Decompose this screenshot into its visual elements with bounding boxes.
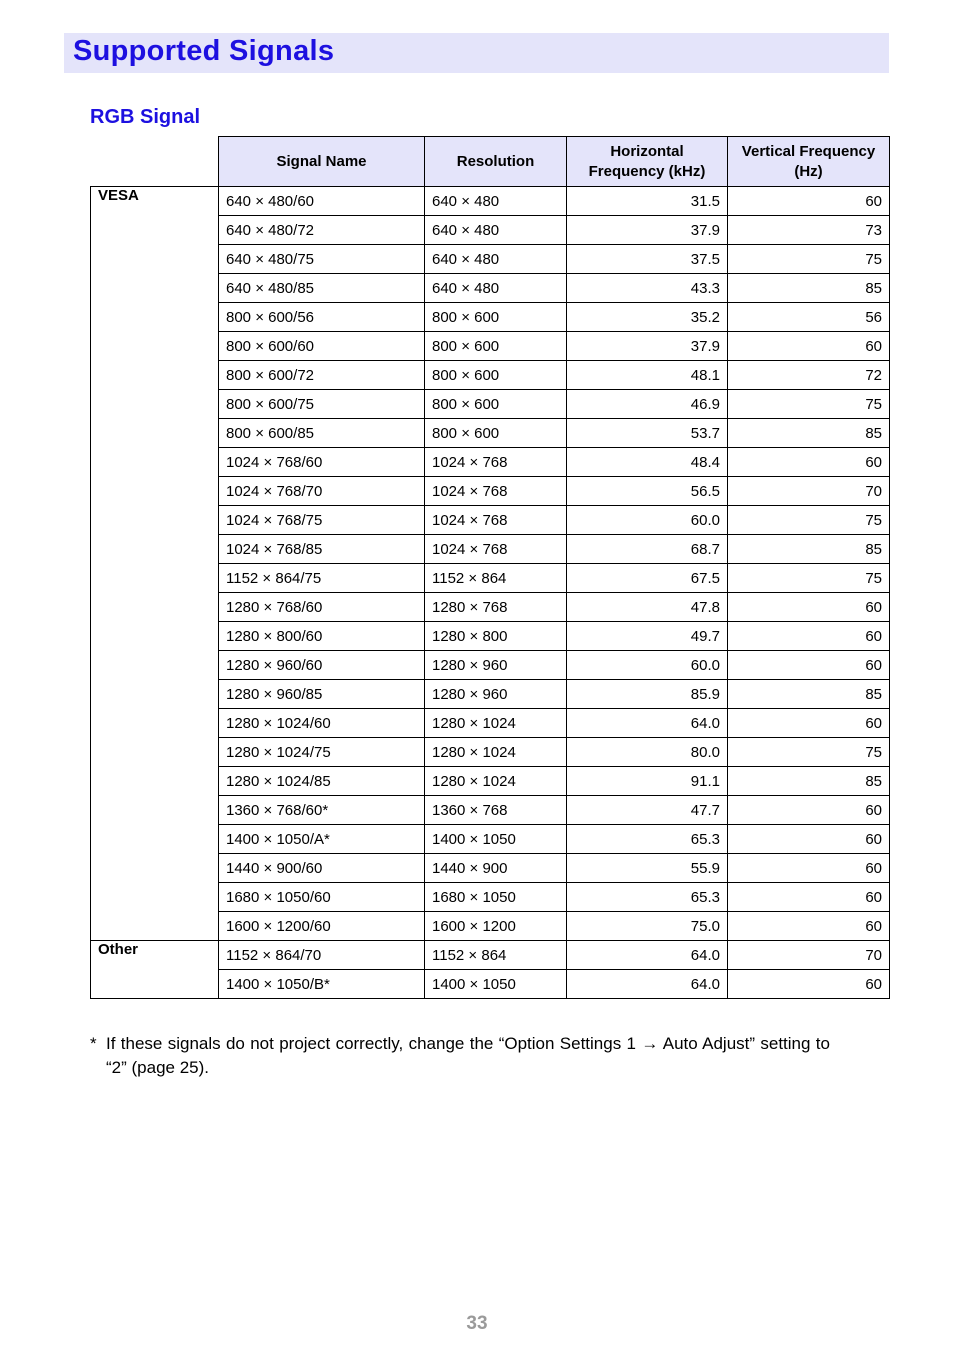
signal-name-cell: 1280 × 800/60 [219, 622, 425, 651]
vertical-frequency-cell: 60 [728, 796, 890, 825]
group-label: Other [91, 941, 219, 999]
table-header-row [91, 137, 890, 187]
horizontal-frequency-cell: 68.7 [567, 535, 728, 564]
vertical-frequency-cell: 85 [728, 767, 890, 796]
vertical-frequency-cell: 75 [728, 564, 890, 593]
signal-name-cell: 800 × 600/85 [219, 419, 425, 448]
horizontal-frequency-cell: 64.0 [567, 970, 728, 999]
resolution-cell: 800 × 600 [425, 303, 567, 332]
vertical-frequency-cell: 56 [728, 303, 890, 332]
horizontal-frequency-cell: 48.4 [567, 448, 728, 477]
signal-name-cell: 640 × 480/75 [219, 245, 425, 274]
footnote [90, 1032, 830, 1080]
vertical-frequency-cell: 60 [728, 332, 890, 361]
vertical-frequency-cell: 75 [728, 738, 890, 767]
page-number: 33 [466, 1313, 488, 1334]
resolution-cell: 1280 × 960 [425, 651, 567, 680]
horizontal-frequency-cell: 85.9 [567, 680, 728, 709]
vertical-frequency-cell: 75 [728, 390, 890, 419]
signal-name-cell: 1024 × 768/85 [219, 535, 425, 564]
vertical-frequency-cell: 75 [728, 245, 890, 274]
resolution-cell: 800 × 600 [425, 332, 567, 361]
signals-table [90, 136, 890, 999]
vertical-frequency-cell: 60 [728, 825, 890, 854]
resolution-cell: 1024 × 768 [425, 448, 567, 477]
vertical-frequency-cell: 60 [728, 883, 890, 912]
signal-name-cell: 1152 × 864/75 [219, 564, 425, 593]
resolution-cell: 1400 × 1050 [425, 970, 567, 999]
horizontal-frequency-cell: 37.9 [567, 216, 728, 245]
signal-name-cell: 1024 × 768/75 [219, 506, 425, 535]
table-body [91, 187, 890, 999]
horizontal-frequency-cell: 64.0 [567, 941, 728, 970]
horizontal-frequency-cell: 67.5 [567, 564, 728, 593]
vertical-frequency-cell: 70 [728, 477, 890, 506]
signal-name-cell: 1360 × 768/60* [219, 796, 425, 825]
resolution-cell: 1152 × 864 [425, 564, 567, 593]
horizontal-frequency-cell: 31.5 [567, 187, 728, 216]
resolution-cell: 1280 × 1024 [425, 738, 567, 767]
horizontal-frequency-cell: 47.7 [567, 796, 728, 825]
resolution-cell: 1280 × 800 [425, 622, 567, 651]
horizontal-frequency-cell: 60.0 [567, 506, 728, 535]
table-row [91, 187, 890, 216]
horizontal-frequency-cell: 53.7 [567, 419, 728, 448]
resolution-cell: 1360 × 768 [425, 796, 567, 825]
signal-name-cell: 640 × 480/85 [219, 274, 425, 303]
horizontal-frequency-cell: 91.1 [567, 767, 728, 796]
signal-name-cell: 640 × 480/60 [219, 187, 425, 216]
signal-name-cell: 1280 × 960/85 [219, 680, 425, 709]
horizontal-frequency-cell: 49.7 [567, 622, 728, 651]
horizontal-frequency-cell: 60.0 [567, 651, 728, 680]
horizontal-frequency-cell: 46.9 [567, 390, 728, 419]
horizontal-frequency-cell: 48.1 [567, 361, 728, 390]
vertical-frequency-cell: 85 [728, 680, 890, 709]
page-title: Supported Signals [73, 35, 335, 67]
vertical-frequency-cell: 60 [728, 854, 890, 883]
resolution-cell: 1400 × 1050 [425, 825, 567, 854]
vertical-frequency-cell: 75 [728, 506, 890, 535]
signal-name-cell: 1440 × 900/60 [219, 854, 425, 883]
horizontal-frequency-cell: 65.3 [567, 825, 728, 854]
resolution-cell: 800 × 600 [425, 361, 567, 390]
signal-name-cell: 1024 × 768/70 [219, 477, 425, 506]
footnote-marker: * [90, 1034, 97, 1053]
horizontal-frequency-cell: 56.5 [567, 477, 728, 506]
table-row [91, 941, 890, 970]
vertical-frequency-cell: 85 [728, 535, 890, 564]
horizontal-frequency-cell: 47.8 [567, 593, 728, 622]
resolution-cell: 800 × 600 [425, 390, 567, 419]
signal-name-cell: 1400 × 1050/B* [219, 970, 425, 999]
resolution-cell: 1440 × 900 [425, 854, 567, 883]
resolution-cell: 1152 × 864 [425, 941, 567, 970]
header-horizontal-frequency: Horizontal Frequency (kHz) [567, 137, 728, 187]
resolution-cell: 640 × 480 [425, 245, 567, 274]
header-resolution: Resolution [425, 137, 567, 187]
resolution-cell: 1680 × 1050 [425, 883, 567, 912]
signal-name-cell: 1280 × 768/60 [219, 593, 425, 622]
vertical-frequency-cell: 85 [728, 274, 890, 303]
horizontal-frequency-cell: 37.9 [567, 332, 728, 361]
signal-name-cell: 800 × 600/72 [219, 361, 425, 390]
resolution-cell: 640 × 480 [425, 187, 567, 216]
horizontal-frequency-cell: 37.5 [567, 245, 728, 274]
section-heading: RGB Signal [90, 106, 201, 128]
vertical-frequency-cell: 60 [728, 709, 890, 738]
resolution-cell: 1280 × 768 [425, 593, 567, 622]
signal-name-cell: 1680 × 1050/60 [219, 883, 425, 912]
resolution-cell: 640 × 480 [425, 216, 567, 245]
signal-name-cell: 1152 × 864/70 [219, 941, 425, 970]
resolution-cell: 1280 × 1024 [425, 767, 567, 796]
header-blank-cell [91, 137, 219, 187]
vertical-frequency-cell: 60 [728, 912, 890, 941]
header-vertical-frequency: Vertical Frequency (Hz) [728, 137, 890, 187]
signal-name-cell: 800 × 600/56 [219, 303, 425, 332]
vertical-frequency-cell: 60 [728, 970, 890, 999]
signal-name-cell: 1280 × 1024/85 [219, 767, 425, 796]
resolution-cell: 1024 × 768 [425, 506, 567, 535]
vertical-frequency-cell: 60 [728, 622, 890, 651]
signal-name-cell: 1280 × 960/60 [219, 651, 425, 680]
resolution-cell: 640 × 480 [425, 274, 567, 303]
signal-name-cell: 1280 × 1024/75 [219, 738, 425, 767]
vertical-frequency-cell: 72 [728, 361, 890, 390]
vertical-frequency-cell: 60 [728, 593, 890, 622]
signal-name-cell: 800 × 600/60 [219, 332, 425, 361]
horizontal-frequency-cell: 55.9 [567, 854, 728, 883]
vertical-frequency-cell: 85 [728, 419, 890, 448]
signal-name-cell: 640 × 480/72 [219, 216, 425, 245]
signal-name-cell: 1400 × 1050/A* [219, 825, 425, 854]
resolution-cell: 1600 × 1200 [425, 912, 567, 941]
resolution-cell: 800 × 600 [425, 419, 567, 448]
signal-name-cell: 1280 × 1024/60 [219, 709, 425, 738]
horizontal-frequency-cell: 35.2 [567, 303, 728, 332]
horizontal-frequency-cell: 65.3 [567, 883, 728, 912]
resolution-cell: 1280 × 960 [425, 680, 567, 709]
resolution-cell: 1280 × 1024 [425, 709, 567, 738]
vertical-frequency-cell: 73 [728, 216, 890, 245]
group-label: VESA [91, 187, 219, 941]
vertical-frequency-cell: 60 [728, 651, 890, 680]
resolution-cell: 1024 × 768 [425, 535, 567, 564]
horizontal-frequency-cell: 43.3 [567, 274, 728, 303]
footnote-text: If these signals do not project correctly, change the “Option Settings 1 → Auto Adjust” setting to “2” (page 25). [106, 1034, 830, 1077]
signal-name-cell: 800 × 600/75 [219, 390, 425, 419]
vertical-frequency-cell: 60 [728, 187, 890, 216]
header-signal-name: Signal Name [219, 137, 425, 187]
vertical-frequency-cell: 60 [728, 448, 890, 477]
horizontal-frequency-cell: 75.0 [567, 912, 728, 941]
vertical-frequency-cell: 70 [728, 941, 890, 970]
resolution-cell: 1024 × 768 [425, 477, 567, 506]
signal-name-cell: 1024 × 768/60 [219, 448, 425, 477]
horizontal-frequency-cell: 64.0 [567, 709, 728, 738]
signal-name-cell: 1600 × 1200/60 [219, 912, 425, 941]
horizontal-frequency-cell: 80.0 [567, 738, 728, 767]
title-bar [64, 33, 889, 73]
